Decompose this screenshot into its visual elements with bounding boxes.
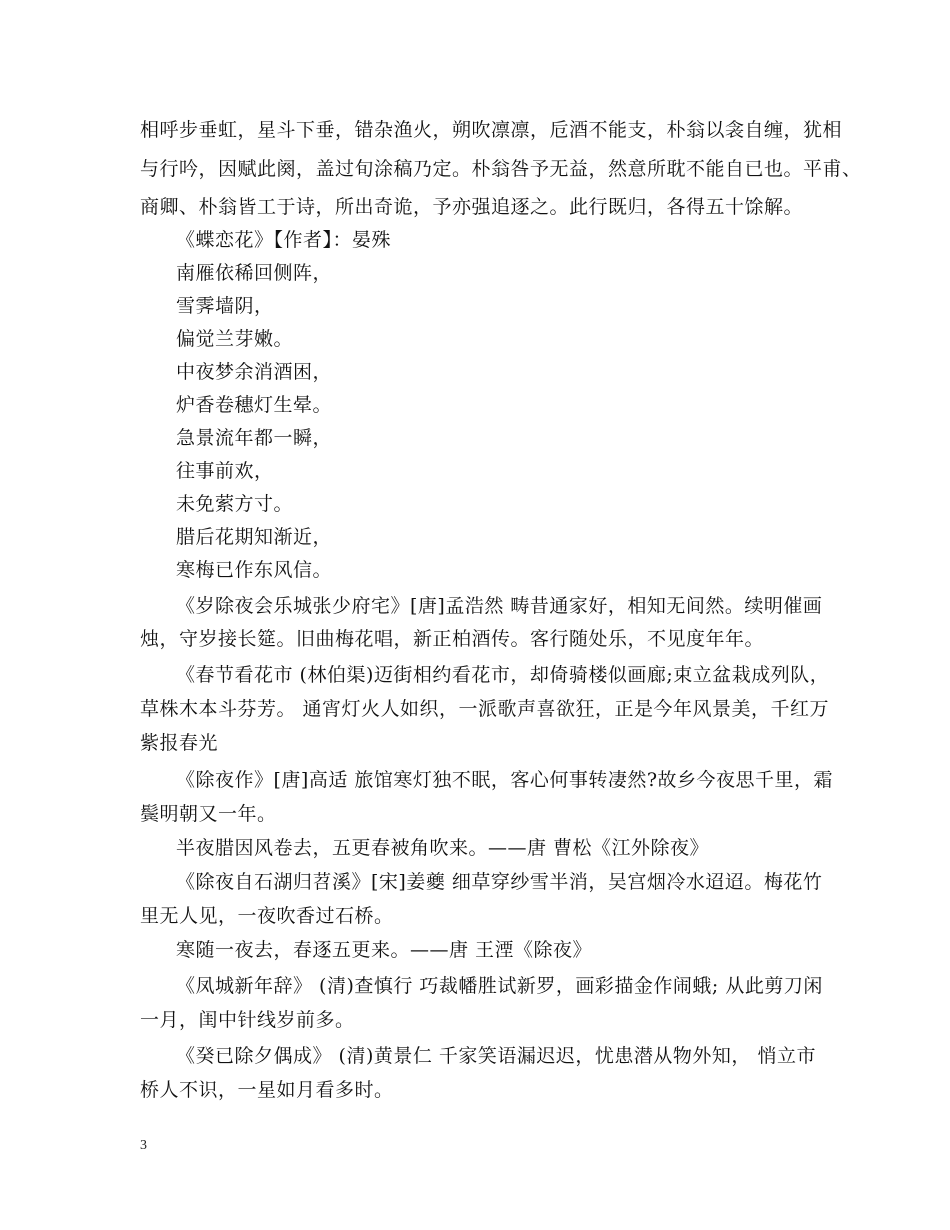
poem-line: 偏觉兰芽嫩。 [176,328,294,350]
text-line: 半夜腊因风卷去，五更春被角吹来。——唐 曹松《江外除夜》 [176,837,710,859]
text-line: 一月，闺中针线岁前多。 [140,1009,355,1031]
poem-line: 腊后花期知渐近， [176,526,333,548]
poem-line: 往事前欢， [176,460,274,482]
text-line: 鬓明朝又一年。 [140,803,277,825]
poem-line: 南雁依稀回侧阵， [176,262,333,284]
text-line: 《岁除夜会乐城张少府宅》[唐]孟浩然 畴昔通家好，相知无间然。续明催画 [176,595,823,617]
text-line: 烛，守岁接长筵。旧曲梅花唱，新正柏酒传。客行随处乐，不见度年年。 [140,628,765,650]
poem-line: 未免萦方寸。 [176,493,294,515]
page-number: 3 [140,1138,147,1153]
text-line: 紫报春光 [140,732,219,754]
text-line: 《除夜自石湖归苕溪》[宋]姜夔 细草穿纱雪半消，吴宫烟冷水迢迢。梅花竹 [176,871,823,893]
text-line: 《凤城新年辞》 (清)查慎行 巧裁幡胜试新罗，画彩描金作闹蛾; 从此剪刀闲 [176,975,823,997]
text-line: 里无人见，一夜吹香过石桥。 [140,905,394,927]
poem-title: 《蝶恋花》【作者】：晏殊 [176,229,392,251]
text-line: 寒随一夜去，春逐五更来。——唐 王湮《除夜》 [176,939,593,961]
text-line: 桥人不识，一星如月看多时。 [140,1079,394,1101]
text-line: 草株木本斗芬芳。 通宵灯火人如织，一派歌声喜欲狂，正是今年风景美，千红万 [140,698,830,720]
poem-line: 中夜梦余消酒困， [176,361,333,383]
text-line: 商卿、朴翁皆工于诗，所出奇诡，予亦强追逐之。此行既归，各得五十馀解。 [140,196,804,218]
text-line: 《春节看花市 (林伯渠)迈街相约看花市，却倚骑楼似画廊;束立盆栽成列队， [176,664,830,686]
poem-line: 急景流年都一瞬， [176,427,333,449]
text-line: 《除夜作》[唐]高适 旅馆寒灯独不眠，客心何事转凄然?故乡今夜思千里，霜 [176,769,834,791]
poem-line: 寒梅已作东风信。 [176,559,333,581]
text-line: 与行吟，因赋此阕，盖过旬涂稿乃定。朴翁咎予无益，然意所耽不能自已也。平甫、 [140,158,862,180]
text-line: 《癸已除夕偶成》 (清)黄景仁 千家笑语漏迟迟，忧患潜从物外知， 悄立市 [176,1045,816,1067]
poem-line: 炉香卷穗灯生晕。 [176,394,333,416]
poem-line: 雪霁墙阴， [176,295,274,317]
text-line: 相呼步垂虹，星斗下垂，错杂渔火，朔吹凛凛，卮酒不能支，朴翁以衾自缠，犹相 [140,119,843,141]
